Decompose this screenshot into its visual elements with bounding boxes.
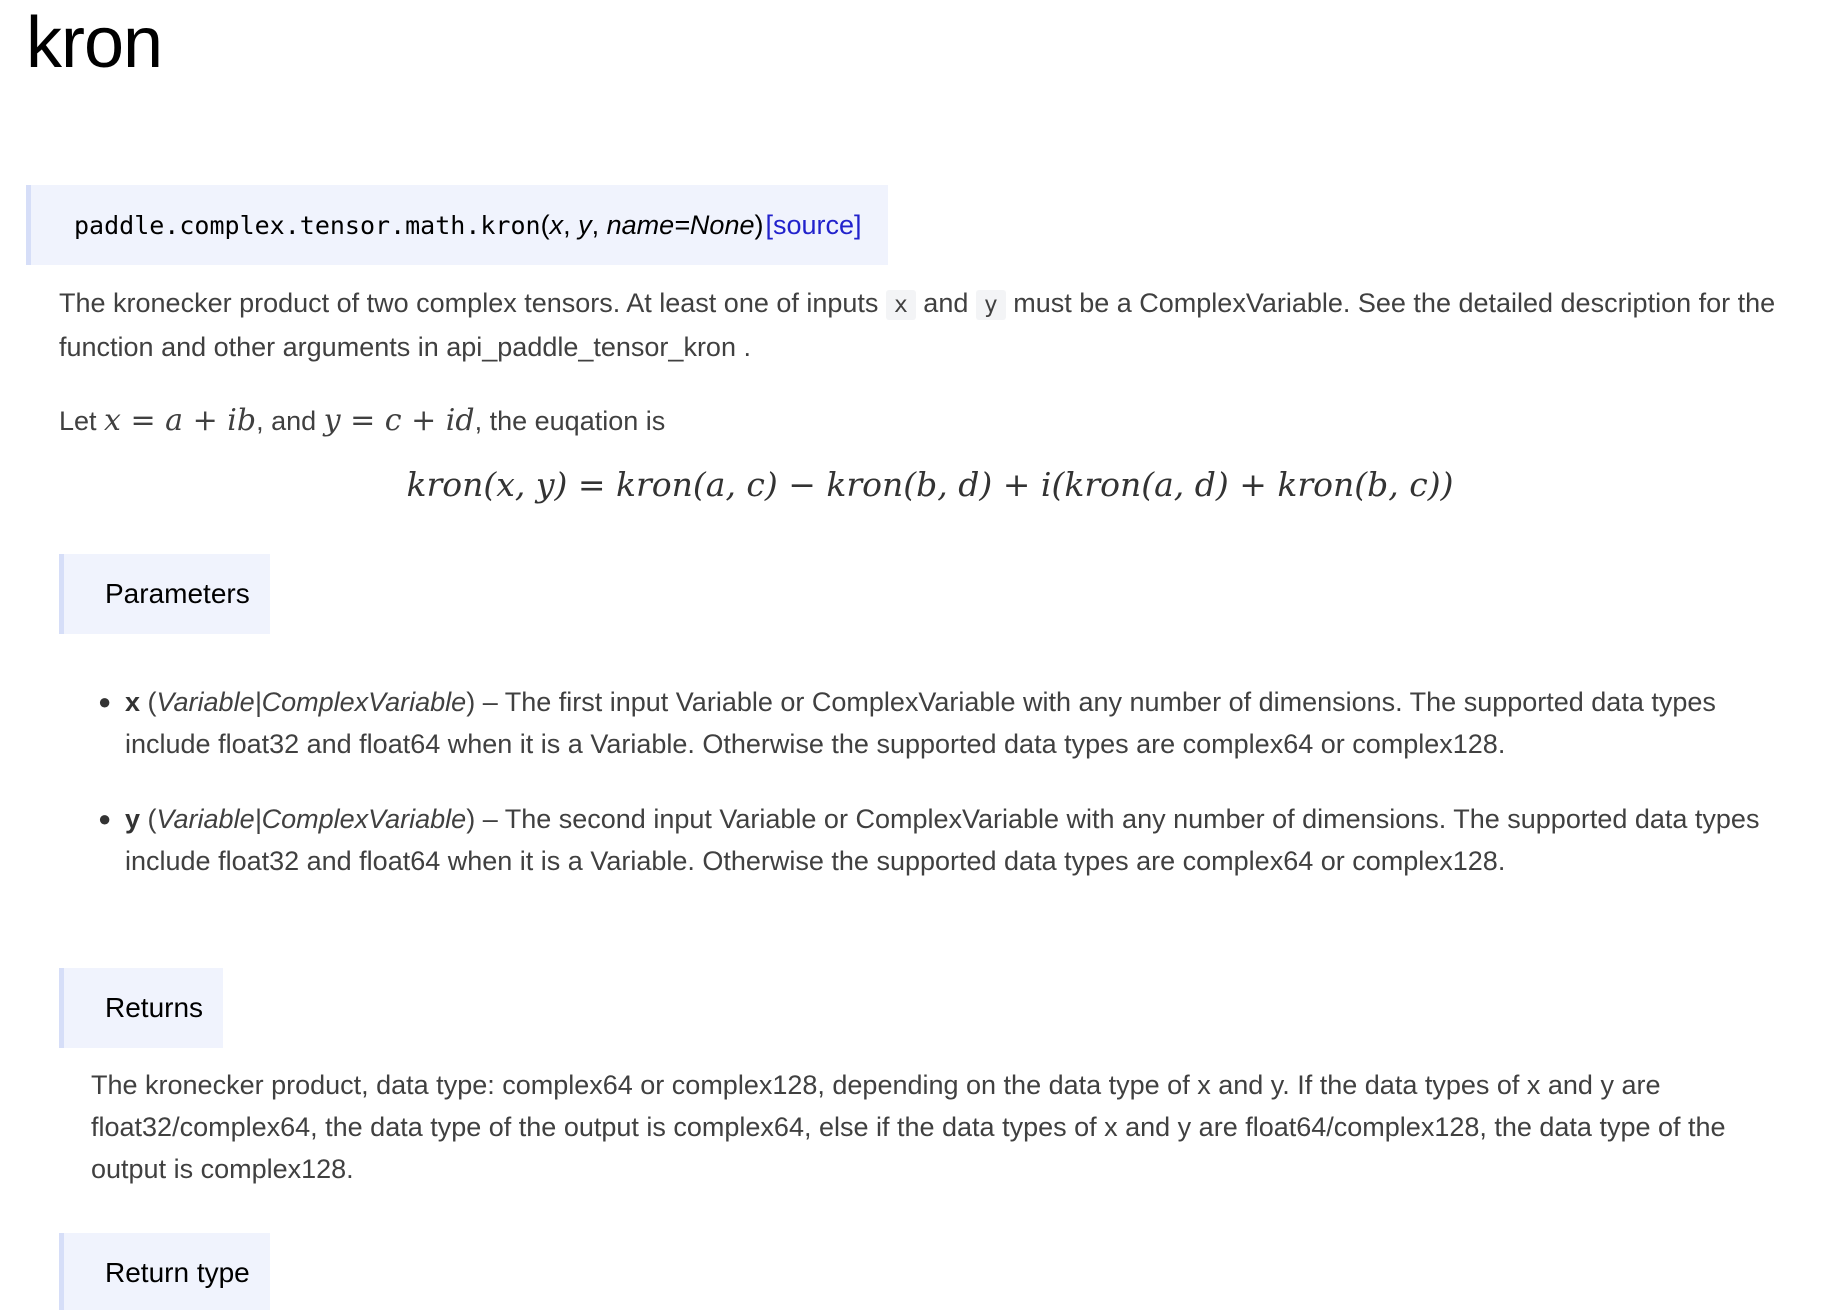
signature-arg-x: x	[549, 209, 564, 240]
signature-open-paren: (	[540, 209, 550, 240]
source-link[interactable]: [source]	[765, 209, 862, 240]
inline-code-x: x	[886, 290, 916, 320]
signature-sep-1: ,	[563, 209, 579, 240]
page-title: kron	[26, 3, 163, 83]
let-middle: , and	[256, 406, 324, 436]
description-text-3: must be a ComplexVariable. See the detailed description for the function and other arguments in api_paddle_tensor_kron .	[59, 288, 1776, 362]
param-name: x	[125, 687, 141, 717]
param-name: y	[125, 804, 141, 834]
param-desc: – The second input Variable or ComplexVariable with any number of dimensions. The supported data types include float32 and float64 when it is a Variable. Otherwise the supported data types are complex64 or complex128.	[125, 804, 1760, 876]
returns-text: The kronecker product, data type: complex64 or complex128, depending on the data type of x and y. If the data types of x and y are float32/complex64, the data type of the output is complex64, else if the data types of x and y are float64/complex128, the data type of the output is complex128.	[91, 1070, 1726, 1184]
signature-qualname: paddle.complex.tensor.math.kron	[74, 210, 541, 240]
parameters-list	[98, 681, 1798, 882]
param-type: Variable|ComplexVariable	[156, 687, 467, 717]
math-x-def: x = a + ib	[104, 403, 257, 438]
let-prefix: Let	[59, 406, 105, 436]
signature-close-paren: )	[754, 209, 764, 240]
parameter-item-y	[98, 798, 1798, 882]
let-line	[59, 400, 1779, 442]
signature-arg-name: name=None	[606, 209, 755, 240]
bullet-icon: ●	[98, 806, 112, 831]
param-type: Variable|ComplexVariable	[156, 804, 467, 834]
param-desc: – The first input Variable or ComplexVariable with any number of dimensions. The supported data types include float32 and float64 when it is a Variable. Otherwise the supported data types are complex64 or complex128.	[125, 687, 1716, 759]
param-type-close: )	[466, 804, 476, 834]
return-type-heading: Return type	[59, 1233, 270, 1310]
param-type-open: (	[140, 804, 157, 834]
signature-sep-2: ,	[591, 209, 607, 240]
signature-arg-y: y	[578, 209, 592, 240]
function-signature	[26, 185, 888, 265]
inline-code-y: y	[976, 290, 1006, 320]
parameter-item-x	[98, 681, 1798, 765]
let-suffix: , the euqation is	[474, 406, 666, 436]
kron-equation: kron(x, y) = kron(a, c) − kron(b, d) + i(kron(a, d) + kron(b, c))	[406, 465, 1454, 504]
description-text-1: The kronecker product of two complex tensors. At least one of inputs	[59, 288, 886, 318]
math-y-def: y = c + id	[323, 403, 475, 438]
bullet-icon: ●	[98, 689, 112, 714]
description-paragraph	[59, 282, 1779, 368]
description-text-2: and	[915, 288, 976, 318]
parameters-heading: Parameters	[59, 554, 270, 634]
param-type-open: (	[140, 687, 157, 717]
param-type-close: )	[466, 687, 476, 717]
returns-heading: Returns	[59, 968, 223, 1048]
